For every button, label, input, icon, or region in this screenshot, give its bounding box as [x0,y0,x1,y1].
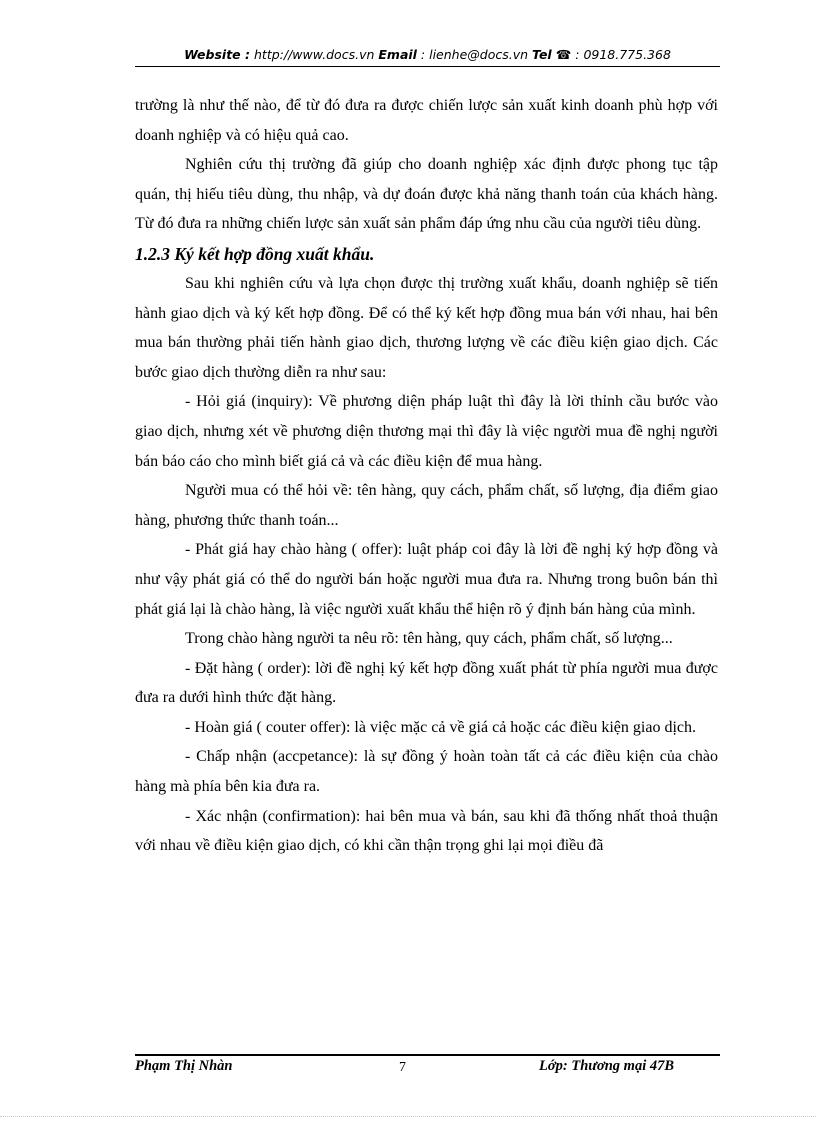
paragraph-3: Sau khi nghiên cứu và lựa chọn được thị trường xuất khẩu, doanh nghiệp sẽ tiến hành giao dịch và ký kết hợp đồng. Để có thể ký kết hợp đồng mua bán với nhau, hai bên mua bán thường phải tiến hành giao dịch, thương lượng về các điều kiện giao dịch. Các bước giao dịch thường diễn ra như sau: [135,274,718,381]
paragraph-1: trường là như thế nào, để từ đó đưa ra được chiến lược sản xuất kinh doanh phù hợp với doanh nghiệp và có hiệu quả cao. [135,97,718,144]
paragraph-inquiry: - Hỏi giá (inquiry): Về phương diện pháp luật thì đây là lời thỉnh cầu bước vào giao dịch, nhưng xét về phương diện thương mại thì đây là việc người mua đề nghị người bán báo cáo cho mình biết giá cả và các điều kiện để mua hàng. [135,393,718,470]
website-label: Website : [184,47,251,62]
phone-icon: ☎ [555,47,572,62]
footer-class: Lớp: Thương mại 47B [539,1058,675,1074]
email-value[interactable]: : lienhe@docs.vn [416,47,533,62]
paragraph-counter-offer: - Hoàn giá ( couter offer): là việc mặc cả về giá cả hoặc các điều kiện giao dịch. [185,718,696,736]
page-number: 7 [399,1060,406,1075]
page-body [135,91,718,861]
paragraph-acceptance: - Chấp nhận (accpetance): là sự đồng ý hoàn toàn tất cả các điều kiện của chào hàng mà phía bên kia đưa ra. [135,748,718,796]
paragraph-7: Trong chào hàng người ta nêu rõ: tên hàng, quy cách, phẩm chất, số lượng... [185,630,673,648]
email-label: Email [378,47,417,62]
page-bottom-border [0,1116,816,1117]
header-divider [135,66,720,67]
page-header [135,46,720,64]
footer-divider [135,1054,720,1056]
paragraph-offer: - Phát giá hay chào hàng ( offer): luật pháp coi đây là lời đề nghị ký hợp đồng và như vậy phát giá có thể do người bán hoặc người mua đưa ra. Nhưng trong buôn bán thì phát giá lại là chào hàng, là việc người xuất khẩu thể hiện rõ ý định bán hàng của mình. [135,541,718,618]
website-url[interactable]: http://www.docs.vn [250,47,379,62]
paragraph-order: - Đặt hàng ( order): lời đề nghị ký kết hợp đồng xuất phát từ phía người mua được đưa ra dưới hình thức đặt hàng. [135,659,718,707]
footer-author: Phạm Thị Nhàn [135,1058,233,1074]
page-footer [135,1058,720,1078]
tel-label: Tel [532,47,552,62]
paragraph-5: Người mua có thể hỏi về: tên hàng, quy cách, phẩm chất, số lượng, địa điểm giao hàng, phương thức thanh toán... [135,482,718,529]
paragraph-confirmation: - Xác nhận (confirmation): hai bên mua và bán, sau khi đã thống nhất thoả thuận với nhau về điều kiện giao dịch, có khi cần thận trọng ghi lại mọi điều đã [135,807,718,855]
tel-value: : 0918.775.368 [571,47,671,62]
paragraph-2: Nghiên cứu thị trường đã giúp cho doanh nghiệp xác định được phong tục tập quán, thị hiếu tiêu dùng, thu nhập, và dự đoán được khả năng thanh toán của khách hàng. Từ đó đưa ra những chiến lược sản xuất sản phẩm đáp ứng nhu cầu của người tiêu dùng. [135,156,718,233]
section-heading: 1.2.3 Ký kết hợp đồng xuất khẩu. [135,243,375,264]
